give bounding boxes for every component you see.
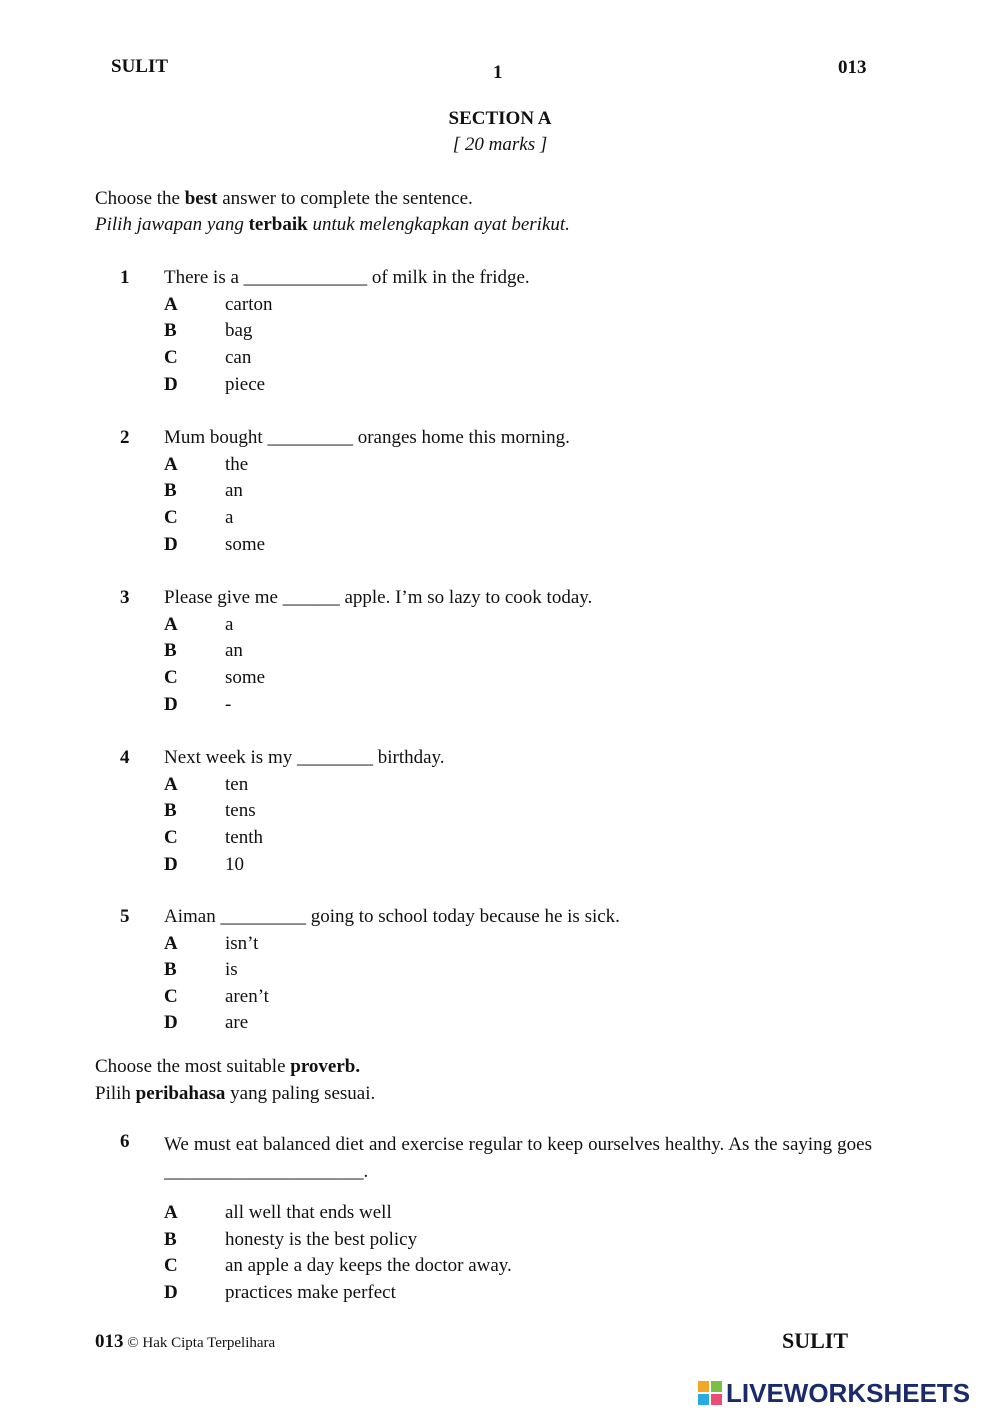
option-d[interactable]: D practices make perfect [164,1282,396,1303]
option-a[interactable]: A ten [164,774,249,795]
question-text: There is a _____________ of milk in the fridge. [164,267,530,288]
option-c[interactable]: C some [164,667,266,688]
option-d[interactable]: D piece [164,374,266,395]
page-number: 1 [493,62,503,83]
question-text: Aiman _________ going to school today because he is sick. [164,906,620,927]
option-d[interactable]: D are [164,1012,249,1033]
brand-name: LIVEWORKSHEETS [726,1377,971,1408]
option-d[interactable]: D some [164,534,266,555]
option-b[interactable]: B an [164,640,243,661]
option-c[interactable]: C aren’t [164,986,269,1007]
question-number: 3 [120,587,130,608]
question-number: 5 [120,906,130,927]
header-code: 013 [838,57,867,78]
option-b[interactable]: B an [164,480,243,501]
section-title: SECTION A [448,108,552,129]
question-text: Please give me ______ apple. I’m so lazy to cook today. [164,587,593,608]
option-a[interactable]: A isn’t [164,933,259,954]
option-c[interactable]: C tenth [164,827,263,848]
question-text: Next week is my ________ birthday. [164,747,445,768]
option-a[interactable]: A carton [164,294,273,315]
section-marks: [ 20 marks ] [452,134,548,155]
instruction2-malay: Pilih peribahasa yang paling sesuai. [95,1083,376,1104]
option-c[interactable]: C an apple a day keeps the doctor away. [164,1255,512,1276]
liveworksheets-logo [698,1378,970,1408]
option-c[interactable]: C can [164,347,252,368]
option-b[interactable]: B bag [164,320,253,341]
option-b[interactable]: B tens [164,800,256,821]
instruction2-english: Choose the most suitable proverb. [95,1056,361,1077]
instruction-malay: Pilih jawapan yang terbaik untuk melengkapkan ayat berikut. [95,214,570,235]
question-number: 2 [120,427,130,448]
option-a[interactable]: A a [164,614,234,635]
option-d[interactable]: D 10 [164,854,244,875]
footer-copyright: 013 © Hak Cipta Terpelihara [95,1331,276,1352]
option-b[interactable]: B is [164,959,238,980]
option-d[interactable]: D - [164,694,232,715]
option-c[interactable]: C a [164,507,234,528]
option-b[interactable]: B honesty is the best policy [164,1229,418,1250]
footer-sulit: SULIT [782,1328,849,1353]
header-sulit: SULIT [111,56,169,77]
liveworksheets-logo-icon [698,1381,722,1405]
question-text: Mum bought _________ oranges home this morning. [164,427,570,448]
option-a[interactable]: A the [164,454,249,475]
option-a[interactable]: A all well that ends well [164,1202,392,1223]
question-number: 6 [120,1131,130,1152]
question-number: 1 [120,267,130,288]
question-number: 4 [120,747,130,768]
instruction-english: Choose the best answer to complete the sentence. [95,188,473,209]
question-text: We must eat balanced diet and exercise regular to keep ourselves healthy. As the saying goes _____________________. [164,1134,872,1182]
